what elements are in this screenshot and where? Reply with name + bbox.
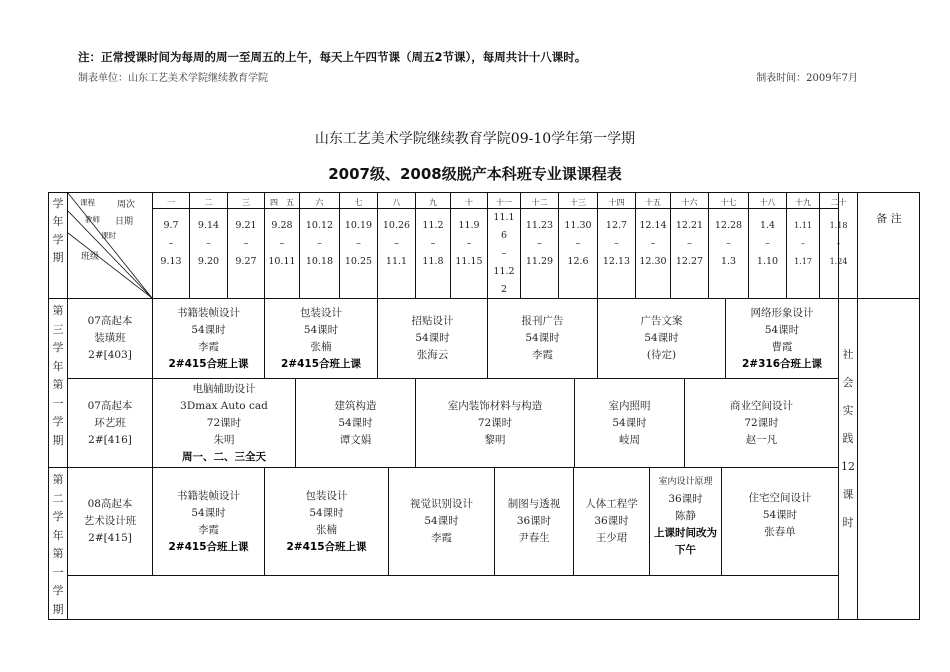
course-commercial-space: 商业空间设计 72课时 赵一凡 — [730, 399, 793, 446]
row3-bottom-rule — [67, 575, 838, 576]
remark-header: 备 注 — [876, 211, 902, 225]
week-date-range-2: 9.14 – 9.20 — [197, 220, 220, 267]
week-header-8: 九 — [429, 198, 437, 207]
week-header-12: 十三 — [570, 198, 586, 207]
course-print-ads: 报刊广告 54课时 李霞 — [521, 315, 564, 361]
course-ergonomics: 人体工程学 36课时 王少珺 — [585, 498, 638, 544]
week-header-16: 十七 — [720, 198, 737, 207]
week-date-range-15: 12.21 – 12.27 — [675, 220, 704, 267]
week-date-range-17: 1.4 – 1.10 — [756, 220, 779, 267]
week-header-3: 三 — [242, 198, 250, 207]
corner-label-hours: 课时 — [101, 231, 116, 240]
practice-column-right-rule — [857, 193, 858, 620]
week-header-7: 八 — [392, 198, 401, 207]
course-book-binding-08: 书籍装帧设计 54课时 李霞 2#415合班上课 — [168, 489, 249, 553]
course-residential-space: 住宅空间设计 54课时 张春单 — [748, 492, 812, 538]
term-third-year: 第 三 学 年 第 一 学 期 — [52, 304, 64, 447]
week-date-range-8: 11.2 – 11.8 — [422, 220, 444, 267]
week-date-range-16: 12.28 – 1.3 — [714, 220, 743, 267]
course-interior-principles: 室内设计原理 36课时 陈静 上课时间改为下午 — [654, 477, 717, 556]
week-date-range-11: 11.23 – 11.29 — [525, 220, 554, 267]
class-cell-08-art-design: 08高起本 艺术设计班 2#[415] — [83, 498, 137, 544]
week-date-range-10: 11.1 6 – 11.2 2 — [493, 212, 515, 295]
course-building-construction: 建筑构造 54课时 谭文娟 — [334, 399, 377, 446]
week-header-4: 四 五 — [270, 198, 294, 207]
week-header-5: 六 — [315, 198, 324, 207]
week-date-range-14: 12.14 – 12.30 — [639, 220, 667, 267]
week-header-19: 二十 — [830, 198, 847, 207]
week-header-9: 十 — [465, 198, 473, 207]
course-packaging: 包装设计 54课时 张楠 2#415合班上课 — [280, 306, 362, 370]
week-header-2: 二 — [204, 198, 213, 207]
course-visual-identity: 视觉识别设计 54课时 李霞 — [410, 498, 473, 544]
week-header-6: 七 — [354, 198, 363, 207]
social-practice-label: 社 会 实 践 12 课 时 — [841, 348, 855, 529]
corner-label-date: 日期 — [115, 217, 134, 227]
week-header-10: 十一 — [496, 198, 512, 207]
week-date-range-3: 9.21 – 9.27 — [235, 220, 257, 267]
class-cell-07-environment: 07高起本 环艺班 2#[416] — [87, 399, 133, 446]
class-cell-07-decoration: 07高起本 装璜班 2#[403] — [87, 315, 133, 361]
corner-label-class: 班级 — [81, 252, 100, 262]
week-header-14: 十五 — [645, 198, 661, 207]
week-date-range-13: 12.7 – 12.13 — [602, 220, 631, 267]
corner-label-course: 课程 — [80, 198, 95, 207]
course-interior-lighting: 室内照明 54课时 岐周 — [608, 399, 651, 446]
week-header-15: 十六 — [681, 198, 698, 207]
corner-diagonals — [68, 193, 152, 298]
corner-label-teacher: 教师 — [85, 215, 100, 224]
course-packaging-08: 包装设计 54课时 张楠 2#415合班上课 — [286, 489, 367, 553]
term-header-label: 学 年 学 期 — [52, 197, 64, 264]
course-poster: 招贴设计 54课时 张海云 — [411, 315, 454, 361]
course-computer-aided-design: 电脑辅助设计 3Dmax Auto cad 72课时 朱明 周一、二、三全天 — [180, 382, 268, 463]
week-date-range-5: 10.12 – 10.18 — [305, 220, 334, 267]
course-ad-copy: 广告文案 54课时 (待定) — [640, 315, 683, 361]
course-web-identity: 网络形象设计 54课时 曹霞 2#316合班上课 — [741, 306, 823, 370]
week-header-18: 十九 — [795, 198, 811, 207]
course-schedule-table — [48, 192, 920, 620]
course-drawing-perspective: 制图与透视 36课时 尹春生 — [507, 498, 561, 544]
course-book-binding: 书籍装帧设计 54课时 李霞 2#415合班上课 — [168, 306, 249, 370]
issue-date: 制表时间：2009年7月 — [756, 73, 858, 84]
week-date-range-4: 9.28 – 10.11 — [268, 220, 296, 267]
week-date-range-9: 11.9 – 11.15 — [455, 220, 483, 267]
week-date-range-12: 11.30 – 12.6 — [564, 220, 592, 267]
week-header-11: 十二 — [531, 198, 548, 207]
week-header-1: 一 — [167, 198, 175, 207]
week-date-range-7: 10.26 – 11.1 — [382, 220, 411, 267]
page-title: 2007级、2008级脱产本科班专业课课程表 — [328, 165, 622, 183]
term-second-year: 第 二 学 年 第 一 学 期 — [52, 473, 64, 616]
week-date-range-6: 10.19 – 10.25 — [344, 220, 373, 267]
page-subtitle: 山东工艺美术学院继续教育学院09-10学年第一学期 — [314, 131, 636, 147]
corner-label-week: 周次 — [117, 200, 136, 210]
course-interior-materials: 室内装饰材料与构造 72课时 黎明 — [447, 399, 543, 446]
week-date-range-19: 1.18 – 1.24 — [829, 221, 848, 266]
schedule-note: 注：正常授课时间为每周的周一至周五的上午，每天上午四节课（周五2节课），每周共计十八课时。 — [78, 50, 587, 64]
issuing-unit: 制表单位：山东工艺美术学院继续教育学院 — [78, 73, 268, 84]
week-header-13: 十四 — [608, 198, 625, 207]
week-header-17: 十八 — [759, 198, 776, 207]
week-date-range-1: 9.7 – 9.13 — [160, 220, 182, 267]
week-date-range-18: 1.11 – 1.17 — [794, 221, 812, 266]
corner-left-rule — [67, 193, 68, 298]
